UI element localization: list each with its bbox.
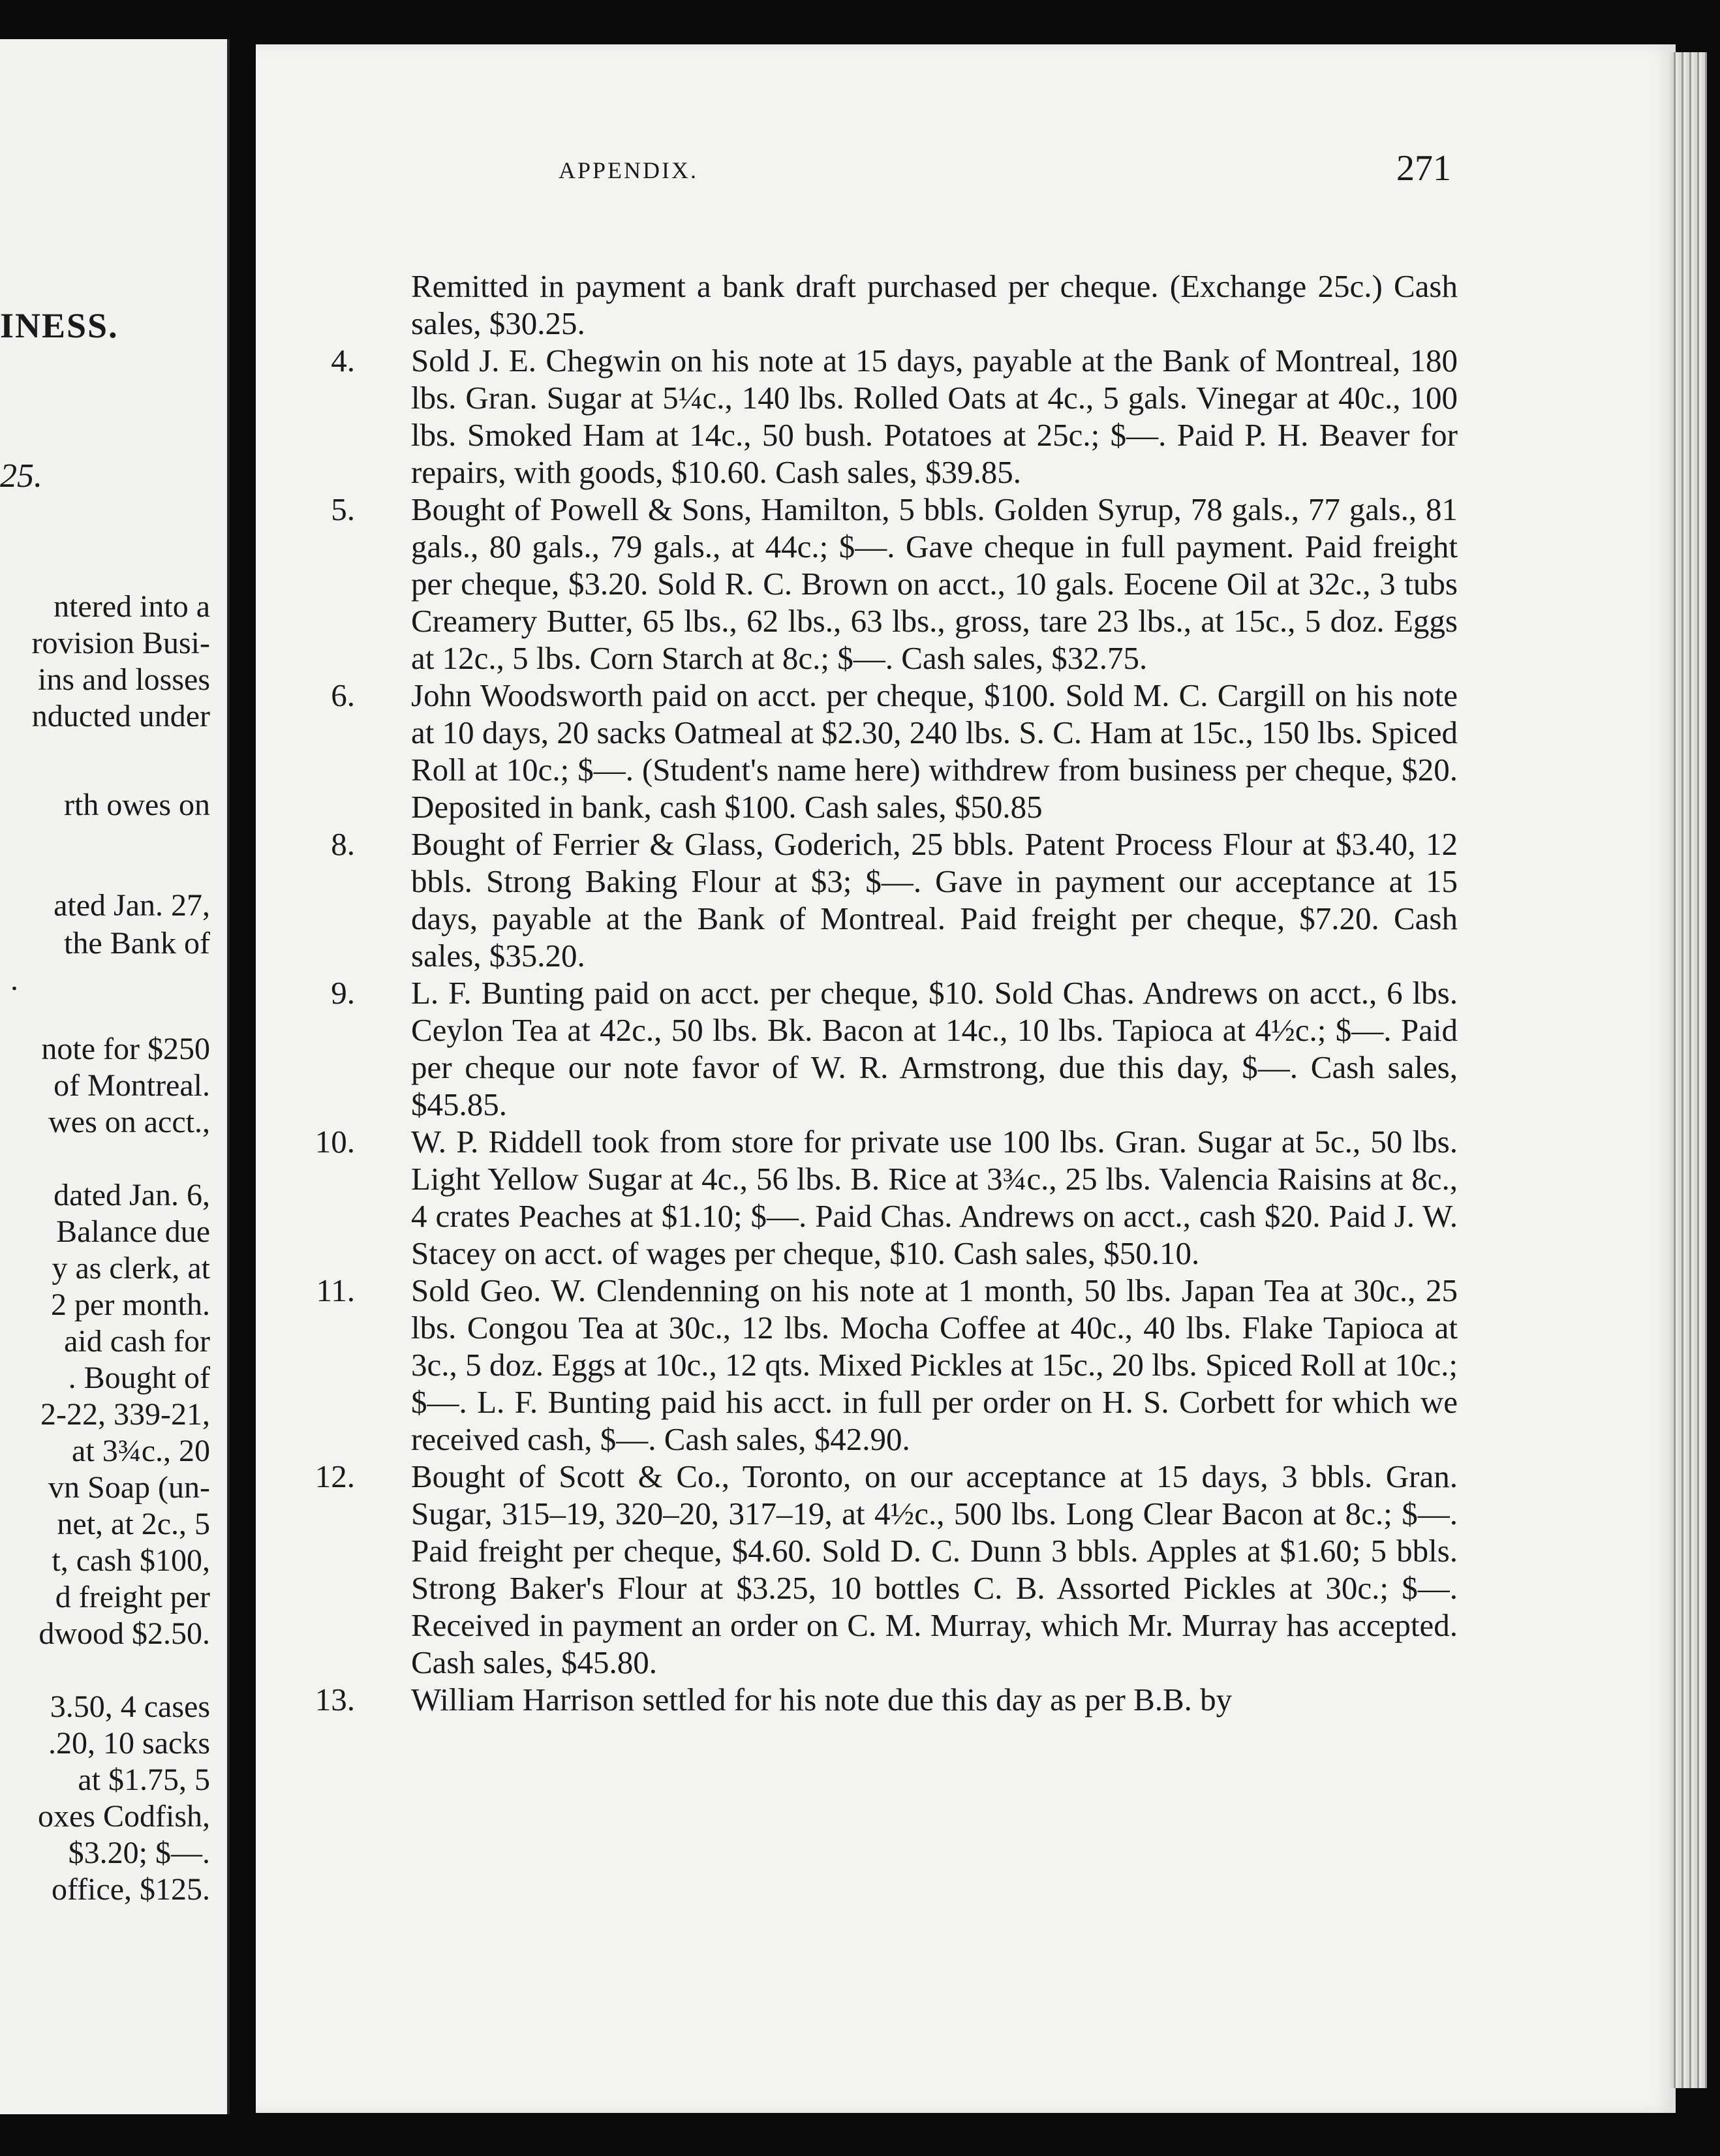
left-page-line: vn Soap (un-: [48, 1470, 210, 1505]
left-page-heading: INESS.: [0, 306, 119, 345]
entry-11: [316, 1272, 1458, 1458]
entry-text: Remitted in payment a bank draft purchased per cheque. (Exchange 25c.) Cash sales, $30.25.: [411, 268, 1458, 341]
left-page-line: note for $250: [41, 1032, 210, 1066]
left-page-subheading: 25.: [0, 457, 42, 495]
entry-9: [316, 974, 1458, 1123]
entry-number: 6.: [331, 677, 355, 713]
left-page-line: ins and losses: [38, 662, 210, 697]
entry-number: 12.: [315, 1458, 355, 1494]
left-page-line: d freight per: [55, 1580, 210, 1614]
entry-number: 8.: [331, 826, 355, 862]
left-page-line: dated Jan. 6,: [54, 1178, 210, 1212]
left-page-line: ntered into a: [54, 589, 210, 624]
entry-text: Bought of Powell & Sons, Hamilton, 5 bbls. Golden Syrup, 78 gals., 77 gals., 81 gals., 80 gals., 79 gals., at 44c.; $—. Gave cheque in full payment. Paid freight per cheque, $3.20. Sold R. C. Brown on acct., 10 gals. Eocene Oil at 32c., 3 tubs Creamery Butter, 65 lbs., 62 lbs., 63 lbs., gross, tare 23 lbs., at 15c., 5 doz. Eggs at 12c., 5 lbs. Corn Starch at 8c.; $—. Cash sales, $32.75.: [411, 491, 1458, 676]
entry-5: [316, 491, 1458, 677]
left-page-line: office, $125.: [51, 1872, 210, 1907]
left-page-line: Balance due: [56, 1214, 210, 1249]
entry-text: L. F. Bunting paid on acct. per cheque, $10. Sold Chas. Andrews on acct., 6 lbs. Ceylon Tea at 42c., 50 lbs. Bk. Bacon at 14c., 10 lbs. Tapioca at 4½c.; $—. Paid per cheque our note favor of W. R. Armstrong, due this day, $—. Cash sales, $45.85.: [411, 975, 1458, 1122]
entry-10: [316, 1123, 1458, 1272]
entry-4: [316, 342, 1458, 491]
left-page-line: the Bank of: [64, 926, 210, 961]
left-page-line: oxes Codfish,: [38, 1799, 210, 1834]
left-page-line: t, cash $100,: [52, 1543, 210, 1578]
entry-text: Sold Geo. W. Clendenning on his note at 1 month, 50 lbs. Japan Tea at 30c., 25 lbs. Congou Tea at 30c., 12 lbs. Mocha Coffee at 40c., 40 lbs. Flake Tapioca at 3c., 5 doz. Eggs at 10c., 12 qts. Mixed Pickles at 15c., 20 lbs. Spiced Roll at 10c.; $—. L. F. Bunting paid his acct. in full per order on H. S. Corbett for which we received cash, $—. Cash sales, $42.90.: [411, 1272, 1458, 1457]
entry-number: 9.: [331, 975, 355, 1011]
left-page-line: of Montreal.: [54, 1068, 210, 1103]
entry-8: [316, 825, 1458, 974]
left-page-line: rth owes on: [64, 788, 210, 822]
left-page-line: 2 per month.: [51, 1287, 210, 1322]
left-page-line: net, at 2c., 5: [57, 1507, 210, 1541]
entry-12: [316, 1458, 1458, 1681]
left-page-line: y as clerk, at: [52, 1251, 210, 1286]
entry-text: William Harrison settled for his note due this day as per B.B. by: [411, 1682, 1233, 1717]
left-page-line: .20, 10 sacks: [48, 1726, 210, 1761]
entry-number: 13.: [315, 1682, 355, 1717]
left-facing-page: [0, 39, 230, 2114]
entry-text: Bought of Scott & Co., Toronto, on our acceptance at 15 days, 3 bbls. Gran. Sugar, 315–19, 320–20, 317–19, at 4½c., 500 lbs. Long Clear Bacon at 8c.; $—. Paid freight per cheque, $4.60. Sold D. C. Dunn 3 bbls. Apples at $1.60; 5 bbls. Strong Baker's Flour at $3.25, 10 bottles C. B. Assorted Pickles at 30c.; $—. Received in payment an order on C. M. Murray, which Mr. Murray has accepted. Cash sales, $45.80.: [411, 1458, 1458, 1680]
entry-number: 10.: [315, 1124, 355, 1160]
entry-number: 4.: [331, 343, 355, 378]
left-page-line: at 3¾c., 20: [72, 1434, 210, 1468]
entry-text: John Woodsworth paid on acct. per cheque, $100. Sold M. C. Cargill on his note at 10 days, 20 sacks Oatmeal at $2.30, 240 lbs. S. C. Ham at 15c., 150 lbs. Spiced Roll at 10c.; $—. (Student's name here) withdrew from business per cheque, $20. Deposited in bank, cash $100. Cash sales, $50.85: [411, 677, 1458, 825]
entry-13: [316, 1681, 1458, 1718]
left-page-line: wes on acct.,: [48, 1105, 210, 1139]
entry-text: Sold J. E. Chegwin on his note at 15 days, payable at the Bank of Montreal, 180 lbs. Gran. Sugar at 5¼c., 140 lbs. Rolled Oats at 4c., 5 gals. Vinegar at 40c., 100 lbs. Smoked Ham at 14c., 50 bush. Potatoes at 25c.; $—. Paid P. H. Beaver for repairs, with goods, $10.60. Cash sales, $39.85.: [411, 343, 1458, 490]
entry-number: 5.: [331, 491, 355, 527]
left-page-line: at $1.75, 5: [78, 1763, 210, 1797]
entry-continuation: [316, 268, 1458, 342]
page-number: 271: [1396, 148, 1451, 189]
left-page-line: 3.50, 4 cases: [50, 1689, 210, 1724]
left-page-line: nducted under: [31, 699, 210, 733]
entry-text: Bought of Ferrier & Glass, Goderich, 25 bbls. Patent Process Flour at $3.40, 12 bbls. Strong Baking Flour at $3; $—. Gave in payment our acceptance at 15 days, payable at the Bank of Montreal. Paid freight per cheque, $7.20. Cash sales, $35.20.: [411, 826, 1458, 974]
left-page-line: ated Jan. 27,: [54, 888, 210, 923]
entry-text: W. P. Riddell took from store for private use 100 lbs. Gran. Sugar at 5c., 50 lbs. Light Yellow Sugar at 4c., 56 lbs. B. Rice at 3¾c., 25 lbs. Valencia Raisins at 8c., 4 crates Peaches at $1.10; $—. Paid Chas. Andrews on acct., cash $20. Paid J. W. Stacey on acct. of wages per cheque, $10. Cash sales, $50.10.: [411, 1124, 1458, 1271]
entry-number: 11.: [316, 1272, 355, 1308]
page-edge: [1670, 52, 1707, 2088]
left-page-line: 2-22, 339-21,: [40, 1397, 210, 1432]
left-page-line: rovision Busi-: [31, 626, 210, 660]
left-page-line: .: [10, 962, 18, 997]
running-head: APPENDIX.: [559, 157, 699, 183]
page-body: [316, 268, 1458, 1718]
left-page-line: . Bought of: [68, 1361, 210, 1395]
left-page-line: $3.20; $—.: [68, 1836, 210, 1870]
entry-6: [316, 677, 1458, 825]
left-page-line: dwood $2.50.: [38, 1616, 210, 1651]
left-page-line: aid cash for: [64, 1324, 210, 1359]
